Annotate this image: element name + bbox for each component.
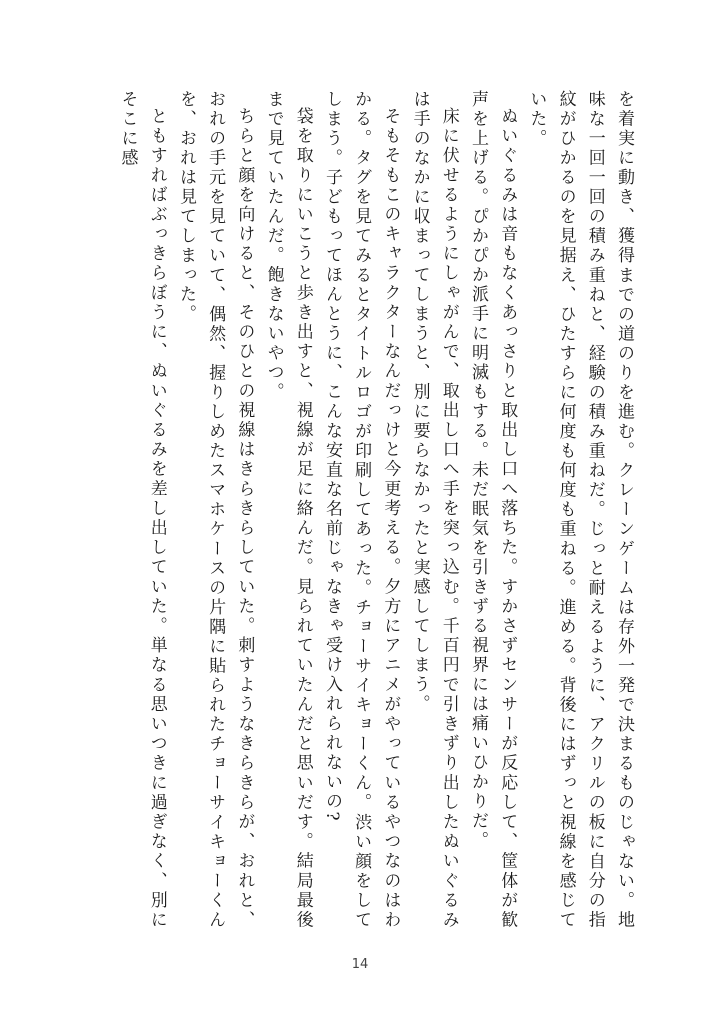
- paragraph-4: そもそもこのキャラクターなんだっけと今更考える。夕方にアニメがやっているやつなのはわかる。タグを見てみるとタイトルロゴが印刷してあった。チョーサイキョーくん。渋い顔をしてしまう。子どもってほんとうに、こんな安直な名前じゃなきゃ受け入れられないの?: [321, 90, 401, 930]
- page-number: 14: [351, 957, 369, 972]
- paragraph-6: ちらと顔を向けると、そのひとの視線はきらきらしていた。刺すようなきらきらが、おれと、おれの手元を見ていて、偶然、握りしめたスマホケースの片隅に貼られたチョーサイキョーくんを、おれは見てしまった。: [175, 90, 255, 930]
- paragraph-3: 床に伏せるようにしゃがんで、取出し口へ手を突っ込む。千百円で引きずり出したぬいぐるみは手のなかに収まってしまうと、別に要らなかったと実感してしまう。: [409, 90, 459, 930]
- paragraph-2: ぬいぐるみは音もなくあっさりと取出し口へ落ちた。すかさずセンサーが反応して、筐体が歓声を上げる。ぴかぴか派手に明滅もする。未だ眠気を引きずる視界には痛いひかりだ。: [467, 90, 518, 930]
- paragraph-5: 袋を取りにいこうと歩き出すと、視線が足に絡んだ。見られていたんだと思いだす。結局最後まで見ていたんだ。飽きないやつ。: [263, 90, 313, 930]
- paragraph-1: を着実に動き、獲得までの道のりを進む。クレーンゲームは存外一発で決まるものじゃない。地味な一回一回の積み重ねと、経験の積み重ねだ。じっと耐えるように、アクリルの板に自分の指紋がひかるのを見据え、ひたすらに何度も何度も重ねる。進める。背後にはずっと視線を感じていた。: [526, 90, 634, 930]
- vertical-text-body: [112, 90, 638, 930]
- paragraph-7: ともすればぶっきらぼうに、ぬいぐるみを差し出していた。単なる思いつきに過ぎなく、別にそこに感: [117, 90, 167, 930]
